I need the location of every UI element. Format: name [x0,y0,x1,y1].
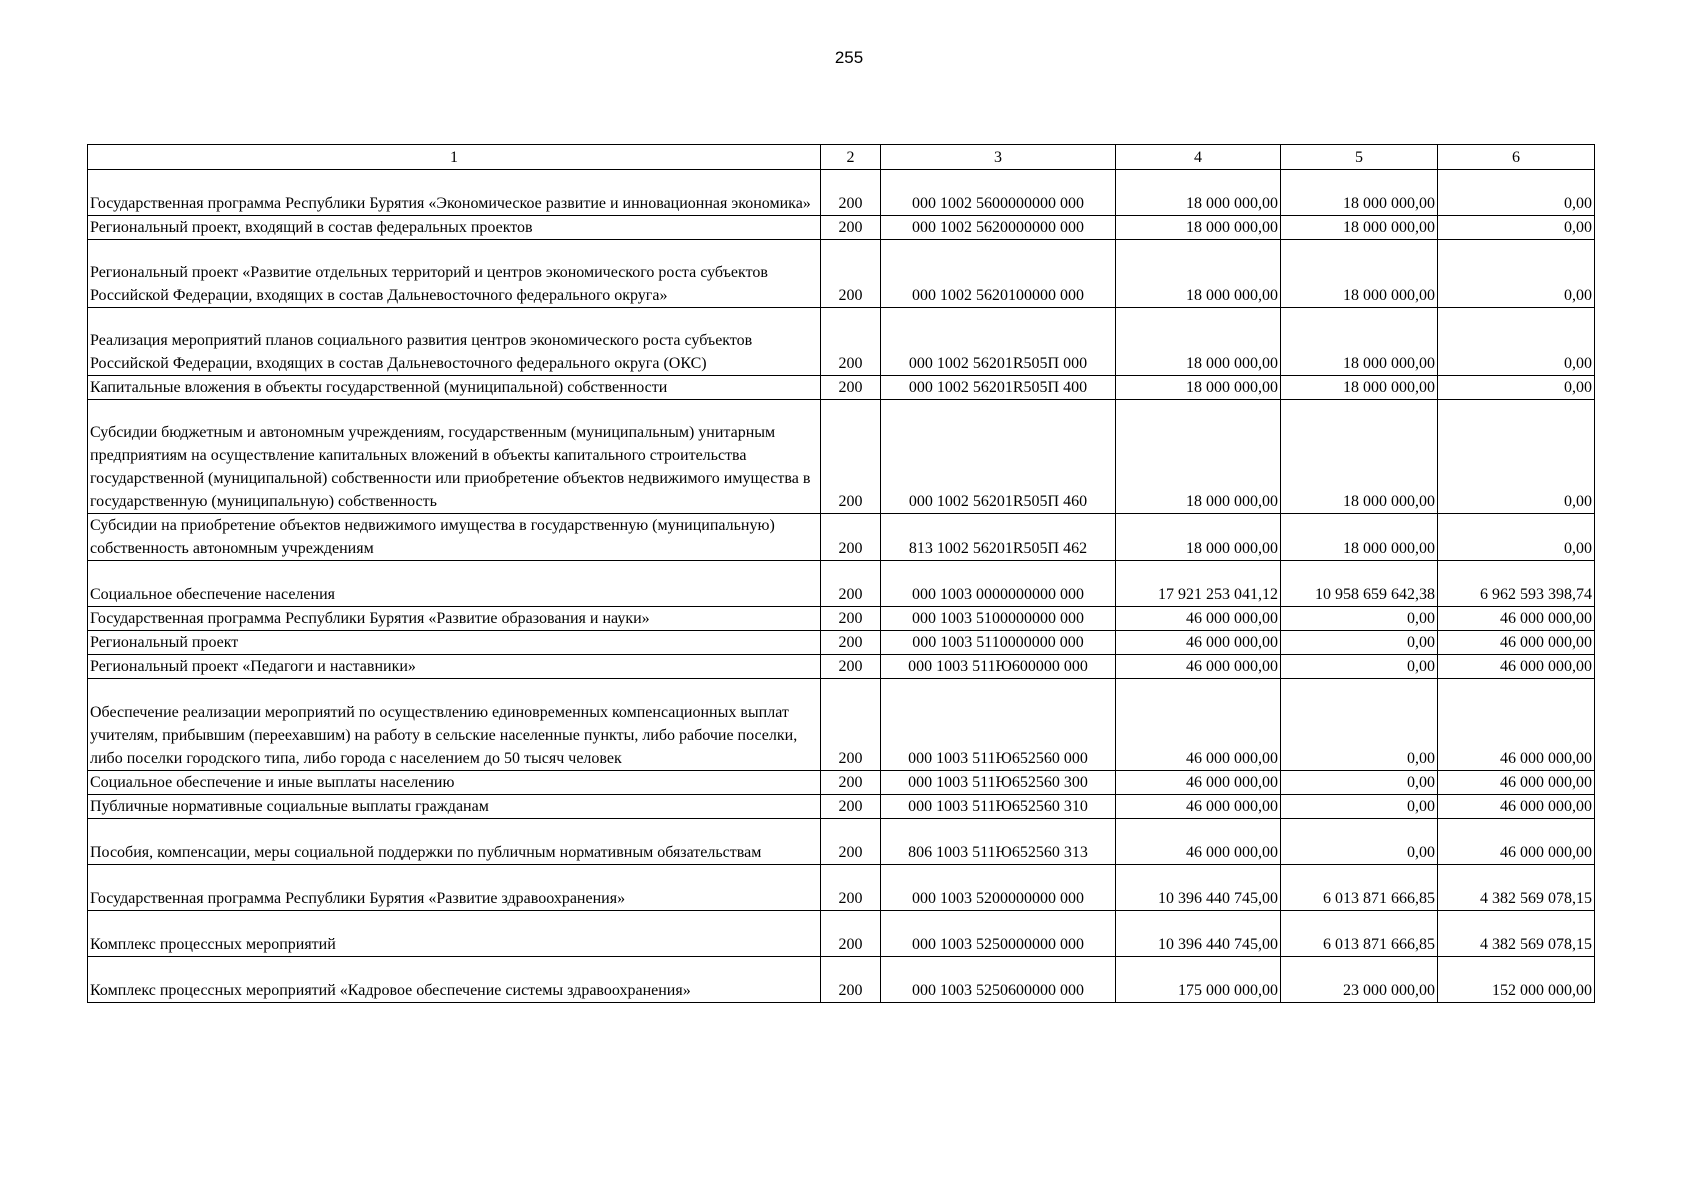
column-header: 3 [881,145,1116,170]
row-value-col6: 4 382 569 078,15 [1438,911,1595,957]
row-value-col5: 0,00 [1281,819,1438,865]
row-value-col6: 0,00 [1438,400,1595,514]
row-name: Региональный проект, входящий в состав федеральных проектов [88,216,821,240]
row-admin-code: 200 [821,795,881,819]
row-admin-code: 200 [821,376,881,400]
row-admin-code: 200 [821,819,881,865]
table-row [88,957,1595,1003]
row-admin-code: 200 [821,561,881,607]
row-value-col4: 18 000 000,00 [1116,308,1281,376]
row-name: Комплекс процессных мероприятий [88,911,821,957]
row-name: Комплекс процессных мероприятий «Кадровое обеспечение системы здравоохранения» [88,957,821,1003]
row-value-col4: 46 000 000,00 [1116,631,1281,655]
row-name: Региональный проект «Педагоги и наставники» [88,655,821,679]
row-budget-code: 000 1003 5200000000 000 [881,865,1116,911]
row-budget-code: 000 1002 5600000000 000 [881,170,1116,216]
table-row [88,170,1595,216]
table-row [88,514,1595,561]
row-value-col4: 46 000 000,00 [1116,819,1281,865]
row-budget-code: 000 1003 5250600000 000 [881,957,1116,1003]
row-name: Региональный проект [88,631,821,655]
row-admin-code: 200 [821,308,881,376]
row-name: Пособия, компенсации, меры социальной поддержки по публичным нормативным обязательствам [88,819,821,865]
column-header: 2 [821,145,881,170]
row-value-col6: 6 962 593 398,74 [1438,561,1595,607]
row-value-col5: 0,00 [1281,631,1438,655]
row-value-col4: 18 000 000,00 [1116,216,1281,240]
row-admin-code: 200 [821,957,881,1003]
row-admin-code: 200 [821,865,881,911]
table-row [88,607,1595,631]
row-name: Региональный проект «Развитие отдельных территорий и центров экономического роста субъектов Российской Федерации, входящих в состав Дальневосточного федерального округа» [88,240,821,308]
table-row [88,865,1595,911]
row-value-col6: 46 000 000,00 [1438,655,1595,679]
row-budget-code: 000 1003 511Ю652560 300 [881,771,1116,795]
row-admin-code: 200 [821,679,881,771]
row-budget-code: 000 1003 511Ю652560 000 [881,679,1116,771]
row-name: Государственная программа Республики Бурятия «Развитие здравоохранения» [88,865,821,911]
row-admin-code: 200 [821,216,881,240]
row-value-col6: 0,00 [1438,514,1595,561]
table-row [88,795,1595,819]
row-name: Субсидии на приобретение объектов недвижимого имущества в государственную (муниципальную) собственность автономным учреждениям [88,514,821,561]
row-name: Государственная программа Республики Бурятия «Экономическое развитие и инновационная экономика» [88,170,821,216]
table-header-row [88,145,1595,170]
row-name: Реализация мероприятий планов социального развития центров экономического роста субъектов Российской Федерации, входящих в состав Дальневосточного федерального округа (ОКС) [88,308,821,376]
row-value-col6: 46 000 000,00 [1438,795,1595,819]
row-value-col4: 10 396 440 745,00 [1116,911,1281,957]
row-value-col4: 10 396 440 745,00 [1116,865,1281,911]
table-row [88,771,1595,795]
row-value-col6: 4 382 569 078,15 [1438,865,1595,911]
row-admin-code: 200 [821,631,881,655]
budget-table [87,144,1595,1003]
row-value-col6: 152 000 000,00 [1438,957,1595,1003]
row-budget-code: 000 1002 5620100000 000 [881,240,1116,308]
row-admin-code: 200 [821,514,881,561]
row-budget-code: 000 1003 0000000000 000 [881,561,1116,607]
row-admin-code: 200 [821,400,881,514]
row-name: Капитальные вложения в объекты государственной (муниципальной) собственности [88,376,821,400]
row-value-col4: 46 000 000,00 [1116,655,1281,679]
row-value-col5: 6 013 871 666,85 [1281,865,1438,911]
row-value-col4: 18 000 000,00 [1116,400,1281,514]
row-value-col6: 0,00 [1438,170,1595,216]
row-value-col5: 0,00 [1281,655,1438,679]
row-admin-code: 200 [821,771,881,795]
row-budget-code: 000 1002 5620000000 000 [881,216,1116,240]
row-value-col4: 46 000 000,00 [1116,607,1281,631]
row-budget-code: 000 1002 56201R505П 000 [881,308,1116,376]
row-value-col4: 46 000 000,00 [1116,795,1281,819]
column-header: 1 [88,145,821,170]
row-value-col4: 175 000 000,00 [1116,957,1281,1003]
table-row [88,679,1595,771]
column-header: 4 [1116,145,1281,170]
column-header: 6 [1438,145,1595,170]
row-value-col4: 18 000 000,00 [1116,514,1281,561]
row-budget-code: 000 1003 5100000000 000 [881,607,1116,631]
row-name: Социальное обеспечение и иные выплаты населению [88,771,821,795]
row-value-col5: 23 000 000,00 [1281,957,1438,1003]
row-value-col6: 0,00 [1438,240,1595,308]
row-value-col6: 46 000 000,00 [1438,771,1595,795]
row-value-col5: 0,00 [1281,679,1438,771]
row-value-col6: 0,00 [1438,308,1595,376]
row-value-col4: 18 000 000,00 [1116,376,1281,400]
page-number: 255 [834,48,864,67]
row-admin-code: 200 [821,170,881,216]
row-value-col6: 0,00 [1438,216,1595,240]
row-budget-code: 000 1003 5250000000 000 [881,911,1116,957]
row-budget-code: 000 1003 511Ю600000 000 [881,655,1116,679]
row-admin-code: 200 [821,655,881,679]
row-value-col5: 18 000 000,00 [1281,376,1438,400]
table-row [88,655,1595,679]
column-header: 5 [1281,145,1438,170]
table-row [88,216,1595,240]
row-value-col5: 6 013 871 666,85 [1281,911,1438,957]
table-row [88,376,1595,400]
row-admin-code: 200 [821,607,881,631]
row-value-col4: 17 921 253 041,12 [1116,561,1281,607]
row-value-col5: 18 000 000,00 [1281,170,1438,216]
table-row [88,400,1595,514]
table-row [88,308,1595,376]
table-row [88,240,1595,308]
row-admin-code: 200 [821,240,881,308]
row-name: Государственная программа Республики Бурятия «Развитие образования и науки» [88,607,821,631]
table-row [88,911,1595,957]
row-name: Социальное обеспечение населения [88,561,821,607]
row-value-col4: 46 000 000,00 [1116,771,1281,795]
row-budget-code: 000 1002 56201R505П 400 [881,376,1116,400]
row-value-col4: 18 000 000,00 [1116,170,1281,216]
row-value-col6: 46 000 000,00 [1438,679,1595,771]
row-admin-code: 200 [821,911,881,957]
row-name: Субсидии бюджетным и автономным учреждениям, государственным (муниципальным) унитарным предприятиям на осуществление капитальных вложений в объекты капитального строительства государственной (муниципальной) собственности или приобретение объектов недвижимого имущества в государственную (муниципальную) собственность [88,400,821,514]
table-row [88,561,1595,607]
row-value-col5: 10 958 659 642,38 [1281,561,1438,607]
row-value-col6: 46 000 000,00 [1438,819,1595,865]
row-value-col5: 18 000 000,00 [1281,216,1438,240]
row-value-col6: 46 000 000,00 [1438,607,1595,631]
row-value-col5: 18 000 000,00 [1281,240,1438,308]
row-value-col5: 18 000 000,00 [1281,400,1438,514]
table-row [88,819,1595,865]
row-budget-code: 000 1002 56201R505П 460 [881,400,1116,514]
row-value-col5: 0,00 [1281,795,1438,819]
row-value-col5: 18 000 000,00 [1281,308,1438,376]
row-budget-code: 806 1003 511Ю652560 313 [881,819,1116,865]
row-value-col6: 46 000 000,00 [1438,631,1595,655]
row-value-col5: 0,00 [1281,607,1438,631]
row-value-col4: 46 000 000,00 [1116,679,1281,771]
row-value-col4: 18 000 000,00 [1116,240,1281,308]
row-name: Обеспечение реализации мероприятий по осуществлению единовременных компенсационных выплат учителям, прибывшим (переехавшим) на работу в сельские населенные пункты, либо рабочие поселки, либо поселки городского типа, либо города с населением до 50 тысяч человек [88,679,821,771]
row-budget-code: 813 1002 56201R505П 462 [881,514,1116,561]
row-budget-code: 000 1003 5110000000 000 [881,631,1116,655]
row-budget-code: 000 1003 511Ю652560 310 [881,795,1116,819]
row-value-col5: 18 000 000,00 [1281,514,1438,561]
row-value-col6: 0,00 [1438,376,1595,400]
table-row [88,631,1595,655]
row-name: Публичные нормативные социальные выплаты гражданам [88,795,821,819]
row-value-col5: 0,00 [1281,771,1438,795]
